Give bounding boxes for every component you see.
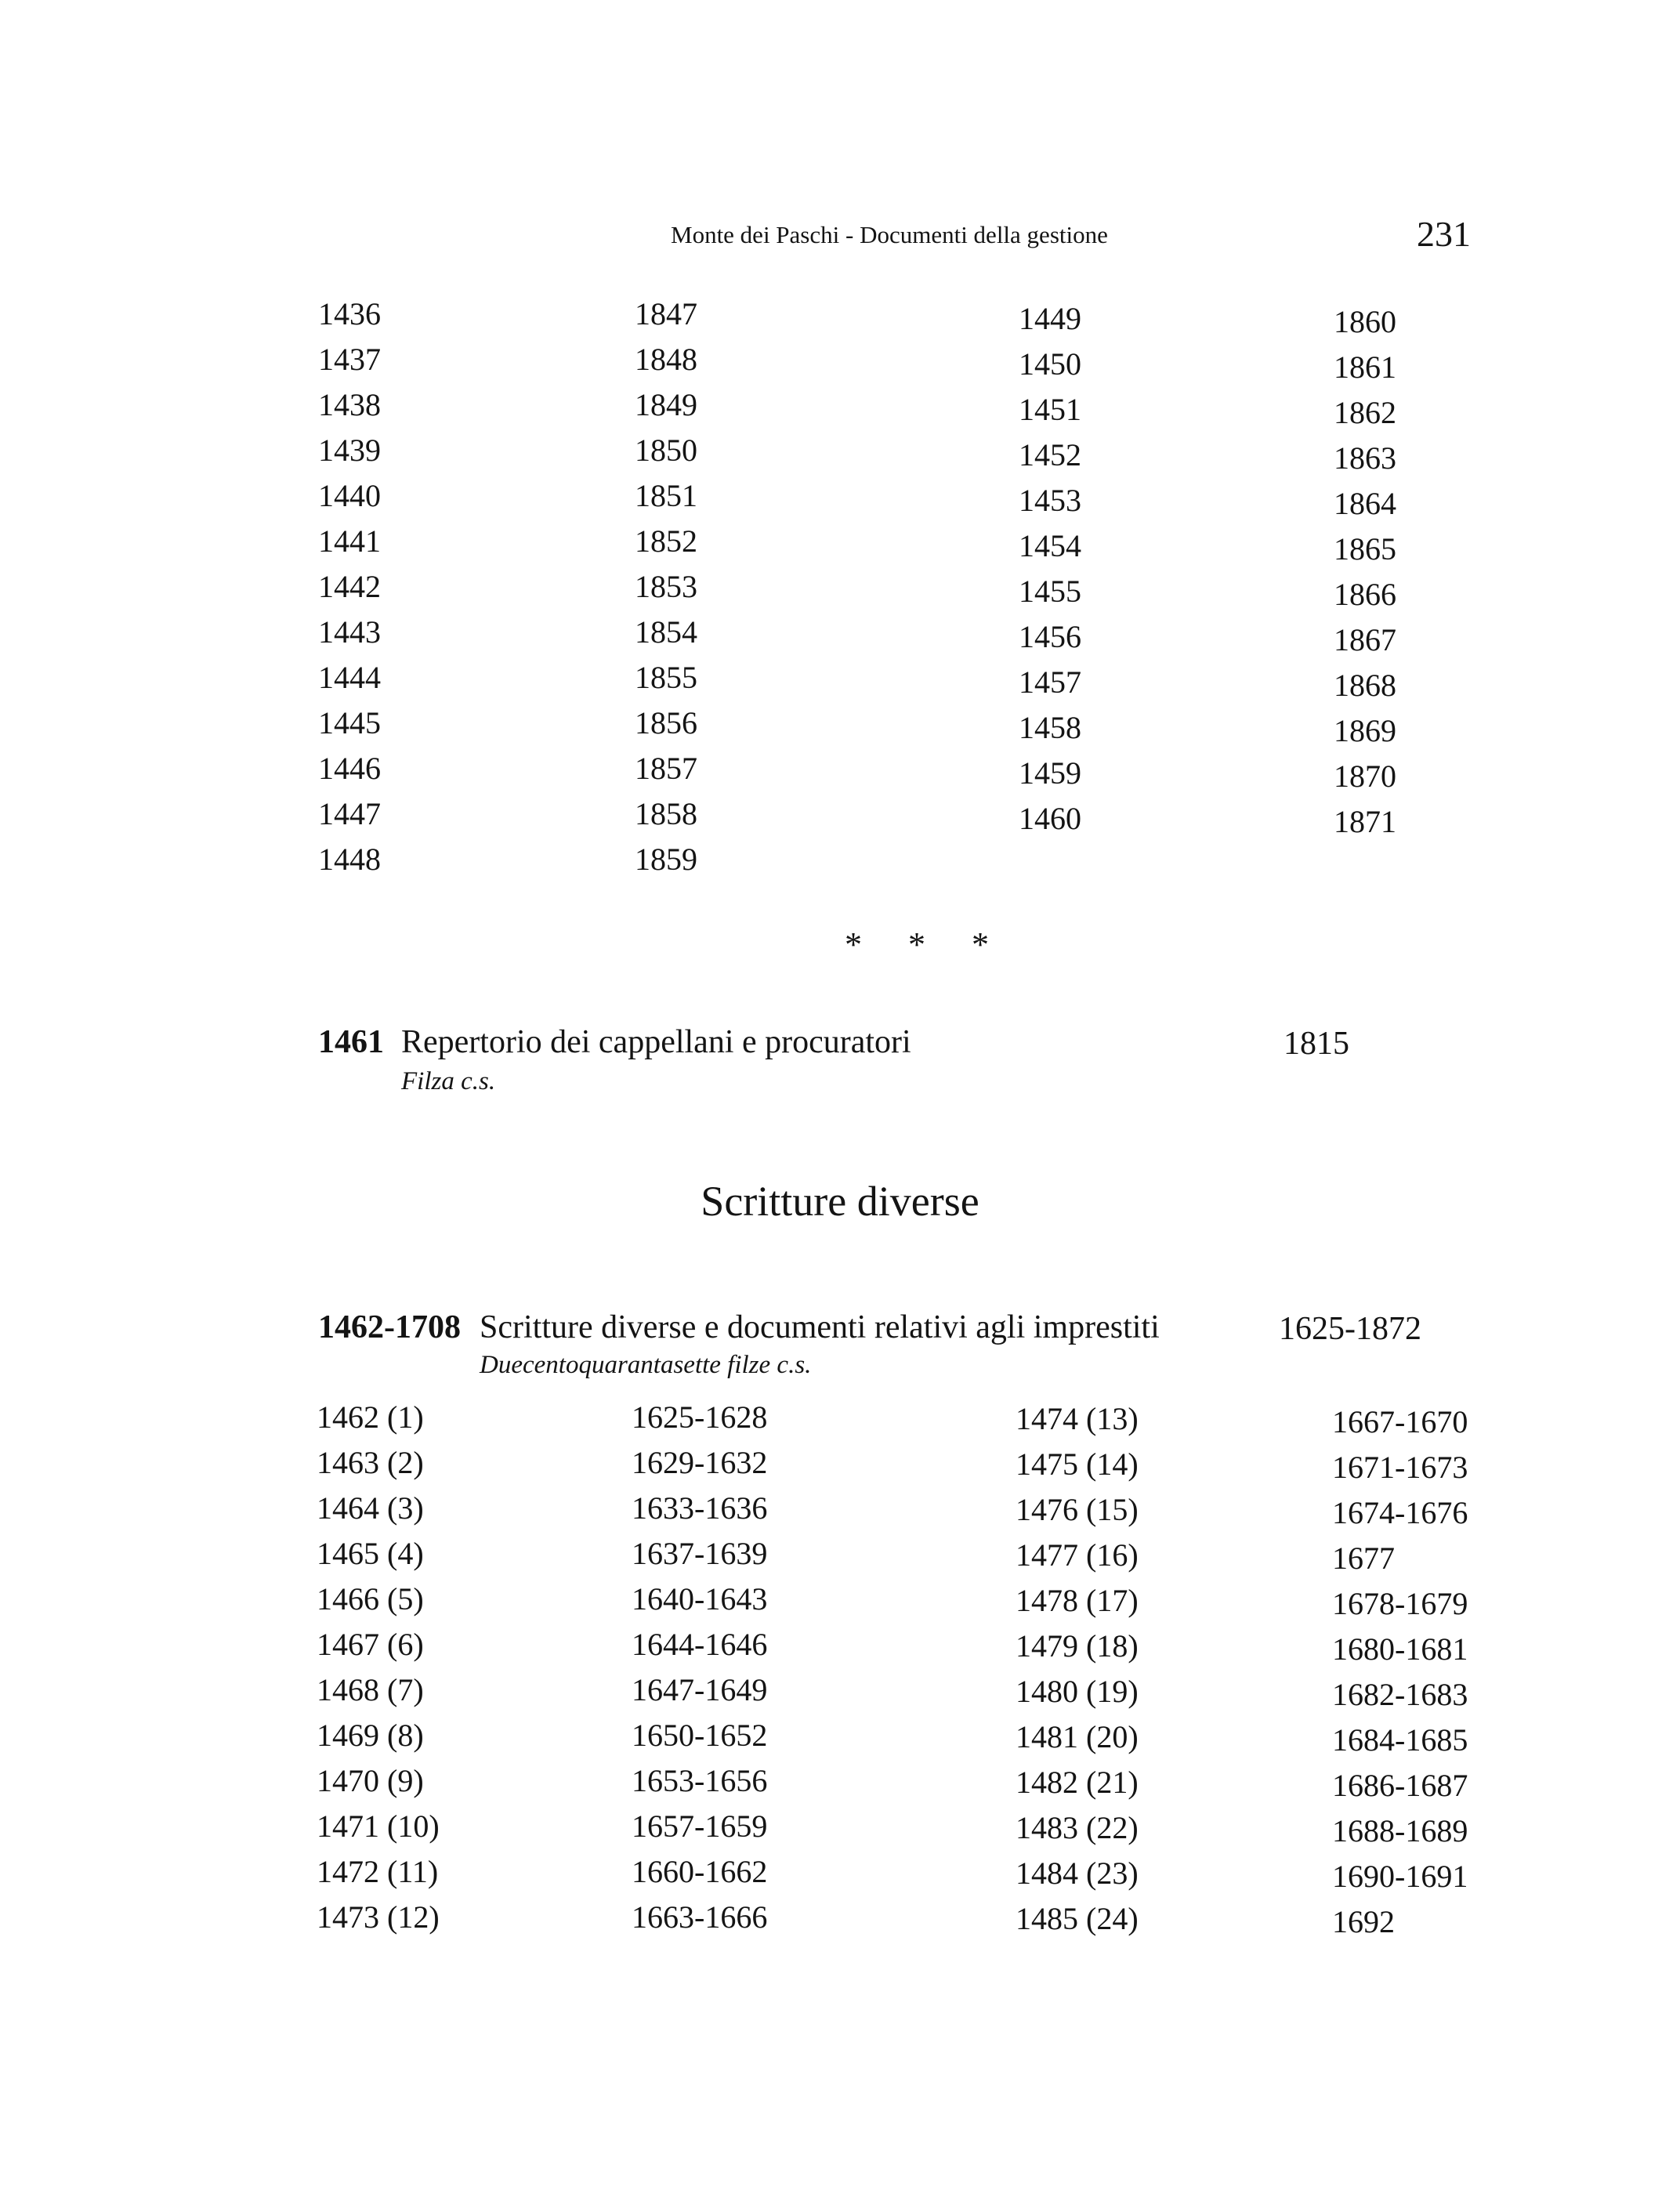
table-cell: 1445: [318, 705, 381, 740]
table-cell: 1680-1681: [1332, 1631, 1468, 1667]
table-cell: 1457: [1019, 664, 1081, 700]
table-cell: 1444: [318, 660, 381, 695]
table-cell: 1871: [1334, 804, 1396, 839]
bottom-table-col1: [317, 1395, 440, 1940]
table-cell: 1453: [1019, 483, 1081, 518]
table-cell: 1688-1689: [1332, 1813, 1468, 1848]
table-cell: 1868: [1334, 668, 1396, 703]
table-cell: 1469 (8): [317, 1718, 424, 1753]
table-cell: 1454: [1019, 528, 1081, 563]
table-cell: 1866: [1334, 577, 1396, 612]
table-cell: 1440: [318, 478, 381, 513]
table-cell: 1682-1683: [1332, 1677, 1468, 1712]
table-cell: 1483 (22): [1016, 1810, 1139, 1845]
table-cell: 1475 (14): [1016, 1446, 1139, 1482]
table-cell: 1851: [635, 478, 697, 513]
table-cell: 1653-1656: [632, 1763, 768, 1798]
table-cell: 1644-1646: [632, 1627, 768, 1662]
table-cell: 1482 (21): [1016, 1765, 1139, 1800]
table-cell: 1462 (1): [317, 1399, 424, 1435]
table-cell: 1479 (18): [1016, 1628, 1139, 1664]
bottom-table-col2: [632, 1395, 767, 1940]
table-cell: 1850: [635, 433, 697, 468]
table-cell: 1477 (16): [1016, 1537, 1139, 1573]
table-cell: 1449: [1019, 301, 1081, 336]
table-cell: 1671-1673: [1332, 1450, 1468, 1485]
table-cell: 1484 (23): [1016, 1855, 1139, 1891]
table-cell: 1452: [1019, 437, 1081, 472]
table-cell: 1629-1632: [632, 1445, 768, 1480]
table-cell: 1447: [318, 796, 381, 831]
table-cell: 1684-1685: [1332, 1722, 1468, 1758]
table-cell: 1472 (11): [317, 1854, 439, 1889]
table-cell: 1451: [1019, 392, 1081, 427]
table-cell: 1867: [1334, 622, 1396, 657]
table-cell: 1471 (10): [317, 1808, 440, 1844]
table-cell: 1848: [635, 342, 697, 377]
table-cell: 1481 (20): [1016, 1719, 1139, 1754]
table-cell: 1458: [1019, 710, 1081, 745]
table-cell: 1640-1643: [632, 1581, 768, 1617]
table-cell: 1442: [318, 569, 381, 604]
entry-1461-number: 1461: [318, 1024, 384, 1060]
table-cell: 1859: [635, 842, 697, 877]
table-cell: 1870: [1334, 758, 1396, 794]
table-cell: 1855: [635, 660, 697, 695]
table-cell: 1637-1639: [632, 1536, 768, 1571]
table-cell: 1854: [635, 614, 697, 650]
entry-1462-date: 1625-1872: [1279, 1311, 1421, 1347]
table-cell: 1485 (24): [1016, 1901, 1139, 1936]
entry-1462-number: 1462-1708: [318, 1309, 461, 1345]
table-cell: 1657-1659: [632, 1808, 768, 1844]
table-cell: 1448: [318, 842, 381, 877]
table-cell: 1476 (15): [1016, 1492, 1139, 1527]
table-cell: 1852: [635, 523, 697, 559]
table-cell: 1663-1666: [632, 1899, 768, 1935]
bottom-table-col3: [1016, 1396, 1139, 1942]
table-cell: 1853: [635, 569, 697, 604]
table-cell: 1446: [318, 751, 381, 786]
table-cell: 1686-1687: [1332, 1768, 1468, 1803]
top-table-col3: [1019, 296, 1081, 842]
table-cell: 1466 (5): [317, 1581, 424, 1617]
table-cell: 1478 (17): [1016, 1583, 1139, 1618]
table-cell: 1858: [635, 796, 697, 831]
table-cell: 1437: [318, 342, 381, 377]
table-cell: 1864: [1334, 486, 1396, 521]
table-cell: 1633-1636: [632, 1490, 768, 1526]
table-cell: 1692: [1332, 1904, 1395, 1939]
table-cell: 1455: [1019, 574, 1081, 609]
table-cell: 1438: [318, 387, 381, 422]
entry-1461-description: Filza c.s.: [401, 1067, 496, 1095]
table-cell: 1857: [635, 751, 697, 786]
table-cell: 1660-1662: [632, 1854, 768, 1889]
table-cell: 1667-1670: [1332, 1404, 1468, 1439]
table-cell: 1450: [1019, 346, 1081, 382]
table-cell: 1647-1649: [632, 1672, 768, 1707]
table-cell: 1625-1628: [632, 1399, 768, 1435]
section-title: Scritture diverse: [701, 1178, 979, 1225]
top-table-col4: [1334, 299, 1396, 845]
section-separator: * * *: [845, 925, 1008, 964]
table-cell: 1459: [1019, 755, 1081, 791]
table-cell: 1456: [1019, 619, 1081, 654]
table-cell: 1865: [1334, 531, 1396, 567]
table-cell: 1690-1691: [1332, 1859, 1468, 1894]
table-cell: 1439: [318, 433, 381, 468]
table-cell: 1861: [1334, 349, 1396, 385]
bottom-table-col4: [1332, 1399, 1468, 1945]
table-cell: 1441: [318, 523, 381, 559]
table-cell: 1473 (12): [317, 1899, 440, 1935]
table-cell: 1856: [635, 705, 697, 740]
table-cell: 1847: [635, 296, 697, 331]
table-cell: 1678-1679: [1332, 1586, 1468, 1621]
table-cell: 1677: [1332, 1541, 1395, 1576]
top-table-col1: [318, 291, 381, 882]
entry-1461-title: Repertorio dei cappellani e procuratori: [401, 1024, 911, 1060]
entry-1461-date: 1815: [1284, 1026, 1349, 1062]
table-cell: 1465 (4): [317, 1536, 424, 1571]
table-cell: 1862: [1334, 395, 1396, 430]
table-cell: 1869: [1334, 713, 1396, 748]
table-cell: 1436: [318, 296, 381, 331]
table-cell: 1463 (2): [317, 1445, 424, 1480]
table-cell: 1467 (6): [317, 1627, 424, 1662]
table-cell: 1468 (7): [317, 1672, 424, 1707]
table-cell: 1650-1652: [632, 1718, 768, 1753]
table-cell: 1863: [1334, 440, 1396, 476]
running-header: Monte dei Paschi - Documenti della gestione: [671, 221, 1108, 248]
table-cell: 1480 (19): [1016, 1674, 1139, 1709]
table-cell: 1464 (3): [317, 1490, 424, 1526]
table-cell: 1443: [318, 614, 381, 650]
page-number: 231: [1417, 214, 1471, 254]
entry-1462-title: Scritture diverse e documenti relativi agli imprestiti: [480, 1309, 1160, 1345]
table-cell: 1849: [635, 387, 697, 422]
table-cell: 1470 (9): [317, 1763, 424, 1798]
table-cell: 1460: [1019, 801, 1081, 836]
entry-1462-description: Duecentoquarantasette filze c.s.: [480, 1351, 812, 1379]
table-cell: 1674-1676: [1332, 1495, 1468, 1530]
table-cell: 1474 (13): [1016, 1401, 1139, 1436]
top-table-col2: [635, 291, 697, 882]
table-cell: 1860: [1334, 304, 1396, 339]
